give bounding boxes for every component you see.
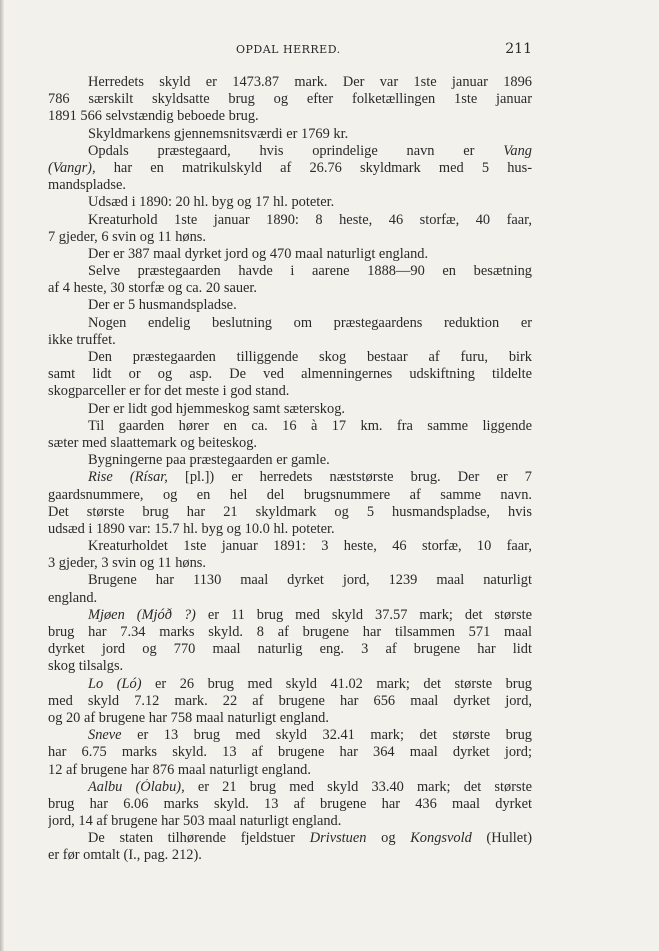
text-line <box>48 693 532 710</box>
text-line <box>48 280 532 297</box>
text-line <box>48 676 532 693</box>
text-line <box>48 160 532 177</box>
text-line <box>48 297 532 314</box>
text-segment: Kreaturholdet 1ste januar 1891: 3 heste, 46 storfæ, 10 faar, <box>88 538 532 555</box>
text-line <box>48 246 532 263</box>
text-segment: Skyldmarkens gjennemsnitsværdi er 1769 kr. <box>88 125 349 142</box>
text-line <box>48 418 532 435</box>
text-line <box>48 658 532 675</box>
italic-text: Mjøen (Mjóð ?) <box>88 606 196 623</box>
text-line <box>48 847 532 864</box>
text-segment: er 26 brug med skyld 41.02 mark; det største brug <box>141 675 532 692</box>
text-line <box>48 91 532 108</box>
text-segment: Udsæd i 1890: 20 hl. byg og 17 hl. poteter. <box>88 194 335 211</box>
text-line <box>48 607 532 624</box>
text-segment: Der er 5 husmandspladse. <box>88 297 237 314</box>
text-line <box>48 538 532 555</box>
text-line <box>48 624 532 641</box>
text-segment: gaardsnummere, og en hel del brugsnummere af samme navn. <box>48 486 532 503</box>
text-line <box>48 108 532 125</box>
text-line <box>48 813 532 830</box>
text-segment: Opdals præstegaard, hvis oprindelige navn er <box>88 142 504 159</box>
text-line <box>48 263 532 280</box>
text-line <box>48 744 532 761</box>
text-line <box>48 212 532 229</box>
text-line <box>48 349 532 366</box>
text-segment: med skyld 7.12 mark. 22 af brugene har 656 maal dyrket jord, <box>48 692 532 709</box>
italic-text: Aalbu (Ólabu), <box>88 778 185 795</box>
text-line <box>48 435 532 452</box>
text-segment: udsæd i 1890 var: 15.7 hl. byg og 10.0 hl. poteter. <box>48 520 335 537</box>
text-segment: 1891 566 selvstændig beboede brug. <box>48 108 259 125</box>
text-segment: dyrket jord og 770 maal naturlig eng. 3 af brugene har lidt <box>48 641 532 658</box>
italic-text: Vang <box>503 142 532 159</box>
text-segment: [pl.]) er herredets næststørste brug. Der er 7 <box>167 469 532 486</box>
text-segment: samt lidt or og asp. De ved almenningernes udskiftning tildelte <box>48 366 532 383</box>
text-segment: Den præstegaarden tilliggende skog bestaar af furu, birk <box>88 349 532 365</box>
text-line <box>48 469 532 486</box>
text-line <box>48 229 532 246</box>
text-segment: ikke truffet. <box>48 331 116 348</box>
body-text <box>48 74 532 865</box>
text-line <box>48 401 532 418</box>
text-line <box>48 366 532 383</box>
text-segment: 3 gjeder, 3 svin og 11 høns. <box>48 555 206 572</box>
text-line <box>48 74 532 91</box>
text-line <box>48 727 532 744</box>
text-line <box>48 487 532 504</box>
italic-text: Lo (Ló) <box>88 675 142 692</box>
text-segment: Der er 387 maal dyrket jord og 470 maal naturligt england. <box>88 245 429 262</box>
text-segment: jord, 14 af brugene har 503 maal naturligt england. <box>48 813 342 830</box>
text-segment: og 20 af brugene har 758 maal naturligt england. <box>48 709 329 726</box>
text-segment: (Hullet) <box>471 830 532 847</box>
text-segment: skogparceller er for det meste i god stand. <box>48 383 290 400</box>
text-line <box>48 504 532 521</box>
text-segment: england. <box>48 589 98 606</box>
text-segment: Kreaturhold 1ste januar 1890: 8 heste, 46 storfæ, 40 faar, <box>88 211 532 228</box>
text-segment: sæter med slaattemark og beiteskog. <box>48 434 258 451</box>
text-segment: er 21 brug med skyld 33.40 mark; det største <box>184 778 532 795</box>
text-line <box>48 315 532 332</box>
text-line <box>48 194 532 211</box>
text-segment: brug har 7.34 marks skyld. 8 af brugene har tilsammen 571 maal <box>48 624 532 640</box>
text-line <box>48 555 532 572</box>
text-line <box>48 332 532 349</box>
italic-text: Drivstuen <box>309 830 367 847</box>
text-segment: Til gaarden hører en ca. 16 à 17 km. fra samme liggende <box>88 417 532 434</box>
text-segment: Nogen endelig beslutning om præstegaardens reduktion er <box>88 314 532 331</box>
text-line <box>48 521 532 538</box>
text-segment: er 11 brug med skyld 37.57 mark; det største <box>195 606 532 623</box>
page-number: 211 <box>505 41 532 57</box>
text-segment: De staten tilhørende fjeldstuer <box>88 830 310 847</box>
italic-text: Sneve <box>88 727 122 744</box>
italic-text: (Vangr), <box>48 159 96 176</box>
text-line <box>48 590 532 607</box>
page-header <box>48 41 532 61</box>
text-segment: har en matrikulskyld af 26.76 skyldmark med 5 hus- <box>95 159 532 176</box>
text-line <box>48 177 532 194</box>
text-segment: af 4 heste, 30 storfæ og ca. 20 sauer. <box>48 280 258 297</box>
text-segment: Selve præstegaarden havde i aarene 1888—90 en besætning <box>88 263 532 280</box>
text-line <box>48 143 532 160</box>
text-segment: Der er lidt god hjemmeskog samt sæterskog. <box>88 400 345 417</box>
text-segment: 12 af brugene har 876 maal naturligt england. <box>48 761 311 778</box>
text-line <box>48 641 532 658</box>
text-line <box>48 383 532 400</box>
text-line <box>48 572 532 589</box>
text-segment: skog tilsalgs. <box>48 658 124 675</box>
text-segment: Brugene har 1130 maal dyrket jord, 1239 maal naturligt <box>88 572 532 589</box>
text-line <box>48 452 532 469</box>
text-segment: og <box>366 830 411 847</box>
text-line <box>48 126 532 143</box>
text-segment: Det største brug har 21 skyldmark og 5 husmandspladse, hvis <box>48 503 532 520</box>
text-segment: mandspladse. <box>48 177 126 194</box>
running-head: OPDAL HERRED. <box>236 43 341 56</box>
italic-text: Rise (Rísar, <box>88 469 168 486</box>
text-segment: Herredets skyld er 1473.87 mark. Der var 1ste januar 1896 <box>88 74 532 90</box>
page-edge <box>0 0 4 951</box>
text-line <box>48 830 532 847</box>
text-line <box>48 762 532 779</box>
text-segment: er før omtalt (I., pag. 212). <box>48 847 202 864</box>
text-segment: brug har 6.06 marks skyld. 13 af brugene har 436 maal dyrket <box>48 795 532 812</box>
text-segment: 786 særskilt skyldsatte brug og efter folketællingen 1ste januar <box>48 91 532 108</box>
text-line <box>48 796 532 813</box>
text-segment: har 6.75 marks skyld. 13 af brugene har 364 maal dyrket jord; <box>48 744 532 761</box>
text-line <box>48 710 532 727</box>
text-segment: 7 gjeder, 6 svin og 11 høns. <box>48 228 206 245</box>
text-segment: er 13 brug med skyld 32.41 mark; det største brug <box>121 727 532 744</box>
text-segment: Bygningerne paa præstegaarden er gamle. <box>88 452 330 469</box>
text-line <box>48 779 532 796</box>
italic-text: Kongsvold <box>410 830 472 847</box>
